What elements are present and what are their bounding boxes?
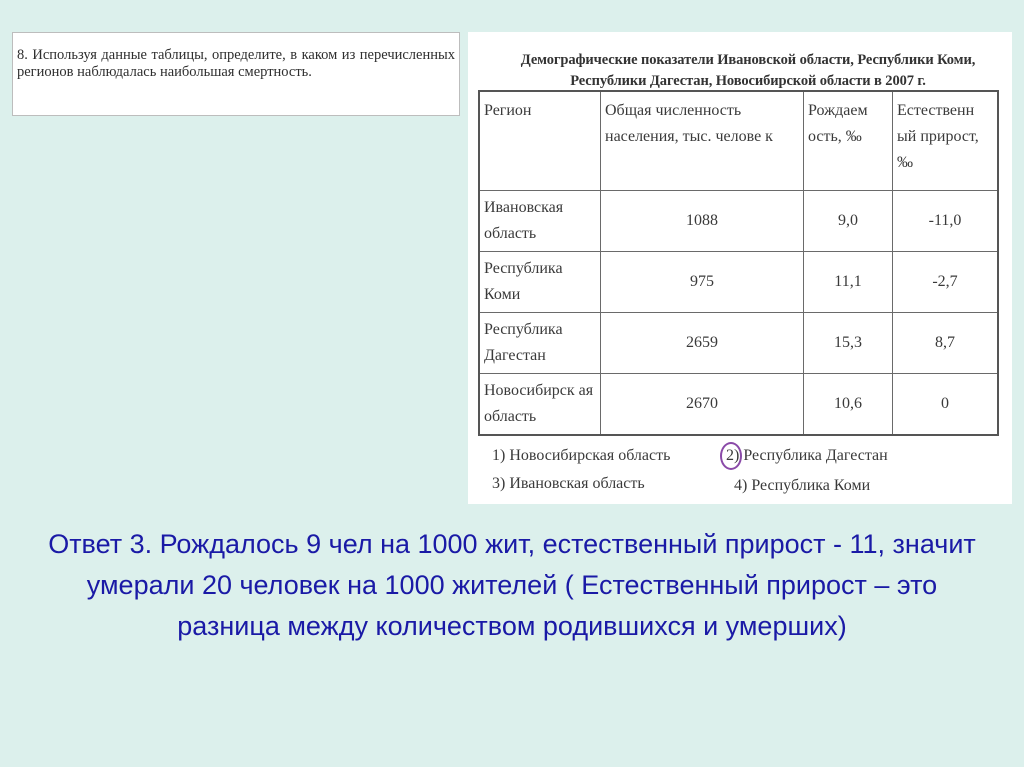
table-row <box>479 313 998 374</box>
cell-population: 975 <box>601 252 804 313</box>
table-header-row <box>479 91 998 191</box>
cell-natural-growth: 8,7 <box>893 313 999 374</box>
cell-birth-rate: 11,1 <box>804 252 893 313</box>
cell-population: 2659 <box>601 313 804 374</box>
table-title: Демографические показатели Ивановской области, Республики Коми, Республики Дагестан, Новосибирской области в 2007 г. <box>520 52 976 89</box>
header-birth-rate: Рождаем ость, ‰ <box>804 91 893 191</box>
header-natural-growth: Естественн ый прирост, ‰ <box>893 91 999 191</box>
answer-explanation: Ответ 3. Рождалось 9 чел на 1000 жит, естественный прирост - 11, значит умерали 20 человек на 1000 жителей ( Естественный прирост – это разница между количеством родившихся и умерших) <box>48 529 976 641</box>
answer-option-4: 4) Республика Коми <box>734 477 871 494</box>
header-region: Регион <box>479 91 601 191</box>
cell-region: Ивановская область <box>479 191 601 252</box>
cell-natural-growth: -2,7 <box>893 252 999 313</box>
table-row <box>479 374 998 436</box>
cell-region: Республика Коми <box>479 252 601 313</box>
demographics-table <box>478 90 999 436</box>
table-row <box>479 191 998 252</box>
cell-population: 2670 <box>601 374 804 436</box>
cell-birth-rate: 10,6 <box>804 374 893 436</box>
table-row <box>479 252 998 313</box>
cell-birth-rate: 9,0 <box>804 191 893 252</box>
cell-natural-growth: 0 <box>893 374 999 436</box>
answer-option-1: 1) Новосибирская область <box>492 447 671 464</box>
answer-option-2: 2) Республика Дагестан <box>726 447 888 464</box>
cell-population: 1088 <box>601 191 804 252</box>
header-population: Общая численность населения, тыс. челове к <box>601 91 804 191</box>
answer-option-3: 3) Ивановская область <box>492 475 645 492</box>
question-box <box>12 32 460 116</box>
cell-natural-growth: -11,0 <box>893 191 999 252</box>
cell-region: Республика Дагестан <box>479 313 601 374</box>
cell-birth-rate: 15,3 <box>804 313 893 374</box>
cell-region: Новосибирск ая область <box>479 374 601 436</box>
table-panel <box>468 32 1012 504</box>
question-text: 8. Используя данные таблицы, определите, в каком из перечисленных регионов наблюдалась наибольшая смертность. <box>17 47 455 80</box>
